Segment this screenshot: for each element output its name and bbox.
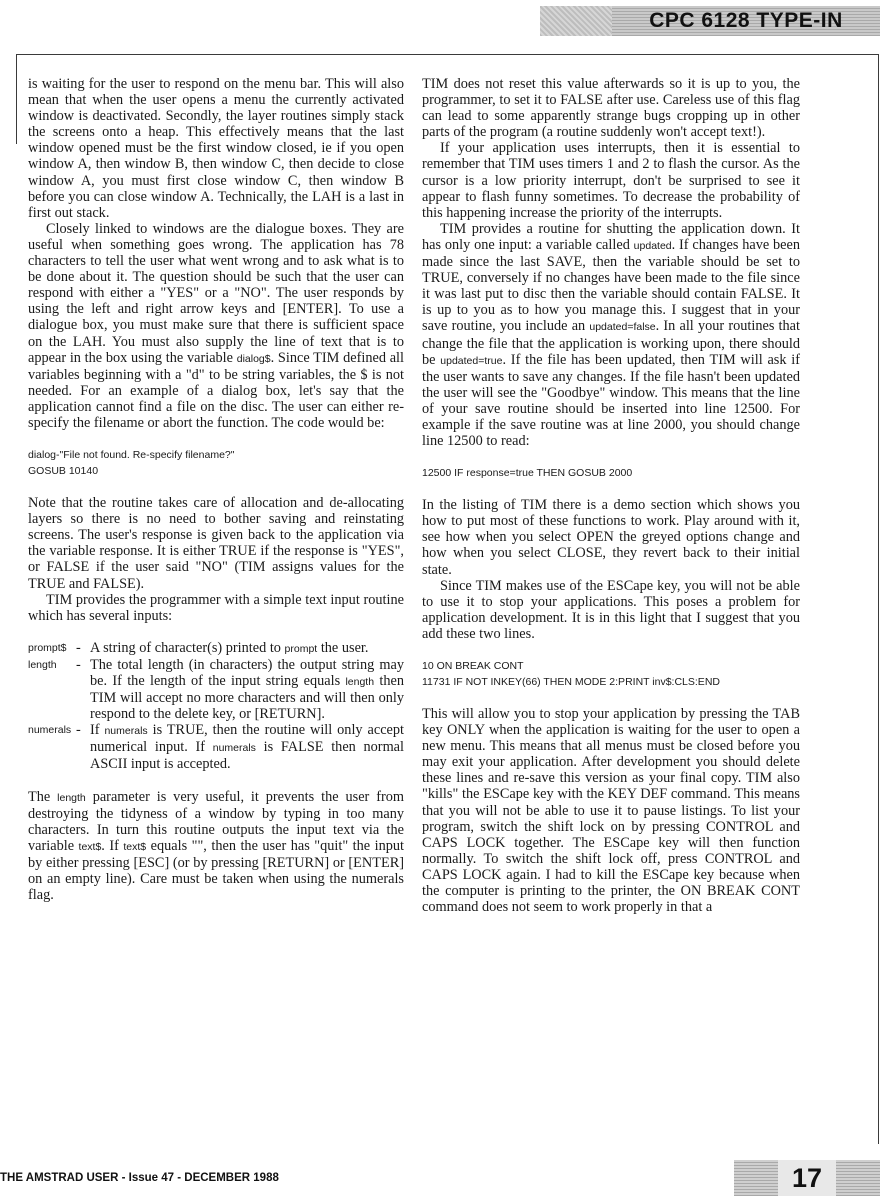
left-paragraph-1: is waiting for the user to respond on the menu bar. This will also mean that when the user opens a menu the currently activated window is deactivated. Secondly, the layer routines simply stack the screens onto a heap. This effectively means that the last window opened must be the first window closed, ie if you open window A, then window B, then window C, then decide to close window A, you must first close window C, then window B before you can close window A. Technically, the LAH is a last in first out stack. [28,76,404,221]
text-run: is FALSE then normal ASCII input is accepted. [90,739,405,773]
spacer [422,449,800,465]
footer-separator: - [118,1172,129,1184]
text-run: . In all your routines that change the file that the application is working upon, there should be [422,318,800,368]
left-column [28,76,404,903]
left-paragraph-3: Note that the routine takes care of allocation and de-allocating layers so there is no need to bother saving and reinstating screens. The user's response is given back to the application via the variable response. It is either TRUE if the response is "YES", or FALSE if the user said "NO" (TIM assigns values for the TRUE and FALSE). [28,495,404,592]
text-run: . If changes have been made since the last SAVE, then the variable should be set to TRUE, conversely if no changes have been made to the file since it was last put to disc then the variable should contain FALSE. It is up to you as to how you manage this. I suggest that in your save routine, you include an [422,236,800,335]
variable-name: length [345,676,375,688]
parameter-description [90,640,404,657]
frame-top-rule [16,54,878,55]
spacer [422,481,800,497]
text-run: . Since TIM defined all variables beginning with a "d" to be string variables, the $ is not needed. For an example of a dialog box, let's say that the application cannot find a file on the disc. The user can either re-specify the filename or abort the function. The code would be: [28,349,404,431]
spacer [28,431,404,447]
right-paragraph-3 [422,221,800,449]
text-run: then TIM will accept no more characters and will then only respond to the delete key, or [RETURN]. [90,673,404,723]
variable-name: text$ [123,840,147,853]
variable-name: updated=false [589,321,656,334]
text-run: equals "", then the user has "quit" the input by either pressing [ESC] (or by pressing [RETURN] or [ENTER] on an empty line). Care must be taken when using the numerals flag. [28,837,404,904]
section-title: CPC 6128 TYPE-IN [612,6,880,36]
frame-right-rule [878,54,879,1144]
left-paragraph-4: TIM provides the programmer with a simple text input routine which has several inputs: [28,591,404,624]
variable-name: dialog$ [236,352,271,365]
text-run: If [90,722,100,739]
footer-credit [0,1172,279,1184]
parameter-item [28,722,404,772]
page-number: 17 [778,1160,836,1196]
text-run: parameter is very useful, it prevents the user from destroying the tidyness of a window by typing in too many characters. In turn this routine outputs the input text via the variable [28,788,405,854]
variable-name: numerals [104,725,148,738]
code-line: 12500 IF response=true THEN GOSUB 2000 [422,467,633,480]
variable-name: updated [633,239,672,252]
parameter-item [28,657,404,722]
parameter-name: length [28,658,57,671]
right-paragraph-4: In the listing of TIM there is a demo section which shows you how to put most of these functions to work. Play around with it, see how when you select OPEN the greyed options change and how when you select CLOSE, they revert back to their initial state. [422,497,800,578]
right-paragraph-5: Since TIM makes use of the ESCape key, you will not be able to use it to stop your applications. This poses a problem for application development. It is in this light that I suggest that you add these two lines. [422,577,800,642]
magazine-name: THE AMSTRAD USER [0,1172,119,1184]
spacer [28,624,404,640]
text-run: the user. [320,639,369,656]
issue-info: Issue 47 - DECEMBER 1988 [128,1172,279,1184]
text-run: The [28,788,51,805]
code-line: 10 ON BREAK CONT [422,660,524,672]
text-run: . If the file has been updated, then TIM will ask if the user wants to save any changes. If the file hasn't been updated the user will see the "Goodbye" window. This means that the line of your save routine should be inserted into line 12500. For example if the save routine was at line 2000, you should change line 12500 to read: [422,351,801,450]
right-paragraph-1: TIM does not reset this value afterwards so it is up to you, the programmer, to set it to FALSE after use. Careless use of this flag can lead to some apparently strange bugs cropping up in other parts of the program (a routine suddenly won't accept text!). [422,76,800,141]
parameter-name: prompt$ [28,641,67,654]
text-run: Closely linked to windows are the dialogue boxes. They are useful when something goes wrong. The application has 78 characters to tell the user what went wrong and to ask what is to be done about it. The question should be such that the user can respond with either a "YES" or a "NO". The user responds by using the left and right arrow keys and [ENTER]. To use a dialogue box, you must make sure that there is sufficient space on the LAH. You must also supply the line of text that is to appear in the box using the variable [28,220,404,366]
parameter-dash: - [76,639,81,656]
text-run: is TRUE, then the routine will only accept numerical input. If [90,722,405,756]
spacer [28,773,404,789]
text-run: The total length (in characters) the output string may be. If the length of the input string equals [90,656,404,689]
text-run: . If [101,837,119,854]
variable-name: numerals [212,742,256,755]
right-column [422,76,800,915]
text-run: TIM provides a routine for shutting the application down. It has only one input: a variable called [422,220,800,253]
frame-left-rule [16,54,17,144]
variable-name: length [57,791,86,804]
parameter-description [90,657,404,722]
parameter-item [28,640,404,657]
variable-name: updated=true [440,354,503,367]
parameter-name: numerals [28,724,72,737]
spacer [28,479,404,495]
parameter-dash: - [76,722,81,739]
code-line: GOSUB 10140 [28,465,99,478]
spacer [422,642,800,658]
spacer [422,690,800,706]
left-paragraph-5 [28,789,404,904]
right-paragraph-6: This will allow you to stop your application by pressing the TAB key ONLY when the application is waiting for the user to open a new menu. This means that all menus must be closed before you may exit your application. After development you should delete these lines and re-save this version as your final copy. TIM also "kills" the ESCape key with the KEY DEF command. This means that you will not be able to use it to pause listings. To list your program, switch the shift lock on by pressing CONTROL and CAPS LOCK together. The ESCape key will then function normally. To switch the shift lock off, press CONTROL and CAPS LOCK again. I had to kill the ESCape key because when the computer is printing to the printer, the ON BREAK CONT command does not seem to work properly in that a [422,706,800,916]
text-run: A string of character(s) printed to [90,639,281,656]
parameter-dash: - [76,656,81,673]
variable-name: prompt [284,642,318,655]
parameter-description [90,722,404,772]
right-paragraph-2: If your application uses interrupts, then it is essential to remember that TIM uses timers 1 and 2 to flash the cursor. As the cursor is a low priority interrupt, don't be surprised to see it appear to flash funny sometimes. To decrease the probability of this happening increase the priority of the interrupts. [422,140,800,221]
code-line: 11731 IF NOT INKEY(66) THEN MODE 2:PRINT inv$:CLS:END [422,676,720,688]
code-line: dialog-"File not found. Re-specify filename?" [28,449,235,462]
left-paragraph-2 [28,221,404,431]
parameter-list [28,640,404,773]
variable-name: text$ [78,840,102,853]
